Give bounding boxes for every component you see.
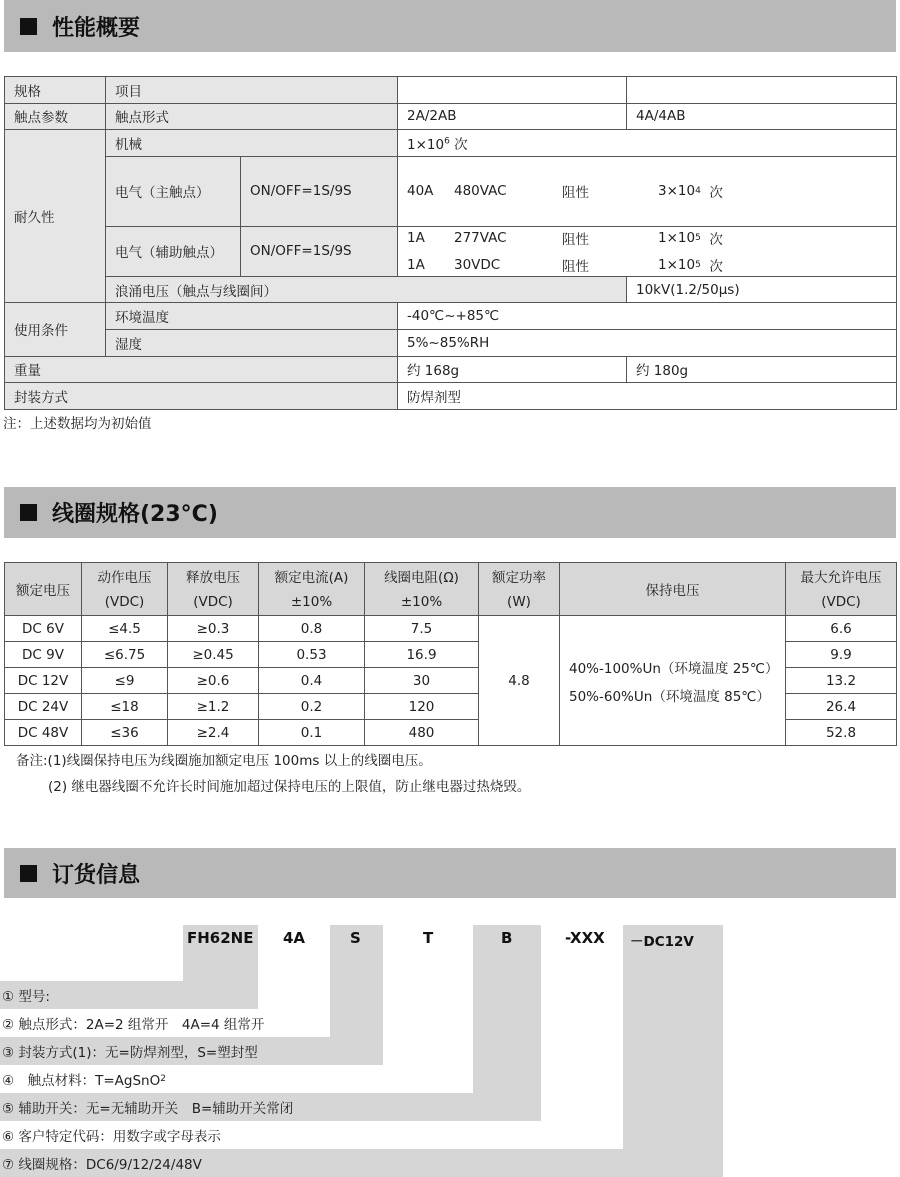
performance-note: 注：上述数据均为初始值 — [3, 416, 152, 432]
coil-resistance: 30 — [365, 668, 479, 694]
coil-header-resistance: 线圈电阻(Ω) — [365, 563, 479, 590]
code-customer: -XXX — [565, 929, 605, 947]
operate-voltage: ≤6.75 — [82, 642, 168, 668]
code-contact-form: 4A — [283, 929, 306, 947]
rated-power: 4.8 — [479, 616, 560, 746]
operate-voltage: ≤18 — [82, 694, 168, 720]
electrical-aux-value: 1A 277VAC 阻性 1×10 5 次 1A 30VDC 阻性 1×10 5 次 — [398, 226, 897, 276]
square-bullet-icon — [20, 18, 37, 35]
rated-current: 0.8 — [259, 616, 365, 642]
code-model: FH62NE — [187, 929, 254, 947]
code-aux-switch: B — [501, 929, 513, 947]
rated-current: 0.4 — [259, 668, 365, 694]
ambient-temp-label: 环境温度 — [106, 303, 398, 330]
conditions-label: 使用条件 — [5, 303, 106, 356]
max-voltage: 13.2 — [786, 668, 897, 694]
coil-note-1: 备注:(1)线圈保持电压为线圈施加额定电压 100ms 以上的线圈电压。 — [16, 753, 432, 769]
section-title: 订货信息 — [52, 862, 141, 888]
coil-header-release: 释放电压 — [168, 563, 259, 590]
coil-note-2: (2) 继电器线圈不允许长时间施加超过保持电压的上限值，防止继电器过热烧毁。 — [48, 779, 531, 795]
release-voltage: ≥2.4 — [168, 720, 259, 746]
release-voltage: ≥0.45 — [168, 642, 259, 668]
rated-voltage: DC 6V — [5, 616, 82, 642]
rated-current: 0.2 — [259, 694, 365, 720]
rated-voltage: DC 12V — [5, 668, 82, 694]
weight-4a: 约 180g — [627, 356, 897, 383]
package-value: 防焊剂型 — [398, 383, 897, 410]
code-bar-aux-switch — [473, 925, 541, 1120]
hold-voltage — [560, 616, 786, 746]
section-title: 线圈规格(23°C) — [52, 502, 218, 527]
rated-voltage: DC 48V — [5, 720, 82, 746]
electrical-aux-onoff: ON/OFF=1S/9S — [241, 226, 398, 276]
electrical-main-label: 电气（主触点） — [106, 156, 241, 226]
code-package: S — [350, 929, 361, 947]
order-line-5: ⑤ 辅助开关：无=无辅助开关 B=辅助开关常闭 — [0, 1093, 541, 1121]
package-label: 封装方式 — [5, 383, 398, 410]
square-bullet-icon — [20, 865, 37, 882]
release-voltage: ≥0.3 — [168, 616, 259, 642]
surge-value: 10kV(1.2/50μs) — [627, 276, 897, 303]
coil-header-resistance-unit: ±10% — [365, 589, 479, 616]
mechanical-label: 机械 — [106, 130, 398, 157]
weight-2a: 约 168g — [398, 356, 627, 383]
coil-header-release-unit: (VDC) — [168, 589, 259, 616]
ambient-temp-value: -40℃~+85℃ — [398, 303, 897, 330]
section-header-ordering — [4, 848, 896, 898]
coil-resistance: 120 — [365, 694, 479, 720]
section-title: 性能概要 — [52, 15, 141, 41]
mechanical-value: $1\times 10^6$ 次 — [398, 130, 897, 157]
square-bullet-icon — [20, 504, 37, 521]
item-header: 项目 — [106, 77, 398, 104]
electrical-main-value: 40A 480VAC 阻性 3×10 4 次 — [398, 156, 897, 226]
coil-header-max: 最大允许电压 — [786, 563, 897, 590]
rated-current: 0.1 — [259, 720, 365, 746]
hold-voltage-line1: 40%-100%Un（环境温度 25℃） — [569, 660, 779, 677]
contact-form-2a: 2A/2AB — [398, 103, 627, 130]
spec-header: 规格 — [5, 77, 106, 104]
coil-header-power-unit: (W) — [479, 589, 560, 616]
subscript: 2 — [160, 1074, 166, 1084]
contact-params-label: 触点参数 — [5, 103, 106, 130]
humidity-value: 5%~85%RH — [398, 329, 897, 356]
coil-resistance: 480 — [365, 720, 479, 746]
coil-header-power: 额定功率 — [479, 563, 560, 590]
code-bar-coil — [623, 925, 723, 1177]
rated-voltage: DC 9V — [5, 642, 82, 668]
hold-voltage-line2: 50%-60%Un（环境温度 85℃） — [569, 688, 770, 705]
humidity-label: 湿度 — [106, 329, 398, 356]
rated-current: 0.53 — [259, 642, 365, 668]
release-voltage: ≥0.6 — [168, 668, 259, 694]
order-line-6: ⑥ 客户特定代码：用数字或字母表示 — [0, 1121, 623, 1149]
max-voltage: 52.8 — [786, 720, 897, 746]
coil-header-rated: 额定电压 — [5, 563, 82, 616]
operate-voltage: ≤9 — [82, 668, 168, 694]
coil-resistance: 7.5 — [365, 616, 479, 642]
max-voltage: 26.4 — [786, 694, 897, 720]
coil-table — [4, 562, 897, 746]
order-line-3: ③ 封装方式(1)：无=防焊剂型，S=塑封型 — [0, 1037, 383, 1065]
coil-header-operate: 动作电压 — [82, 563, 168, 590]
electrical-aux-label: 电气（辅助触点） — [106, 226, 241, 276]
rated-voltage: DC 24V — [5, 694, 82, 720]
section-header-coil — [4, 487, 896, 538]
coil-header-operate-unit: (VDC) — [82, 589, 168, 616]
order-line-7: ⑦ 线圈规格：DC6/9/12/24/48V — [0, 1149, 723, 1177]
release-voltage: ≥1.2 — [168, 694, 259, 720]
order-line-4: ④ 触点材料：T=AgSnO 2 — [0, 1065, 473, 1093]
coil-header-current-unit: ±10% — [259, 589, 365, 616]
coil-header-hold: 保持电压 — [560, 563, 786, 616]
weight-label: 重量 — [5, 356, 398, 383]
max-voltage: 6.6 — [786, 616, 897, 642]
max-voltage: 9.9 — [786, 642, 897, 668]
order-line-2: ② 触点形式：2A=2 组常开 4A=4 组常开 — [0, 1009, 330, 1037]
code-material: T — [423, 929, 434, 947]
contact-form-4a: 4A/4AB — [627, 103, 897, 130]
coil-resistance: 16.9 — [365, 642, 479, 668]
code-coil: －DC12V — [630, 934, 694, 950]
coil-header-max-unit: (VDC) — [786, 589, 897, 616]
surge-label: 浪涌电压（触点与线圈间） — [106, 276, 627, 303]
contact-form-label: 触点形式 — [106, 103, 398, 130]
order-line-1: ① 型号: — [0, 981, 258, 1009]
durability-label: 耐久性 — [5, 130, 106, 303]
operate-voltage: ≤36 — [82, 720, 168, 746]
performance-table — [4, 76, 897, 410]
section-header-performance — [4, 0, 896, 52]
coil-header-current: 额定电流(A) — [259, 563, 365, 590]
table-row — [5, 616, 897, 642]
electrical-main-onoff: ON/OFF=1S/9S — [241, 156, 398, 226]
operate-voltage: ≤4.5 — [82, 616, 168, 642]
